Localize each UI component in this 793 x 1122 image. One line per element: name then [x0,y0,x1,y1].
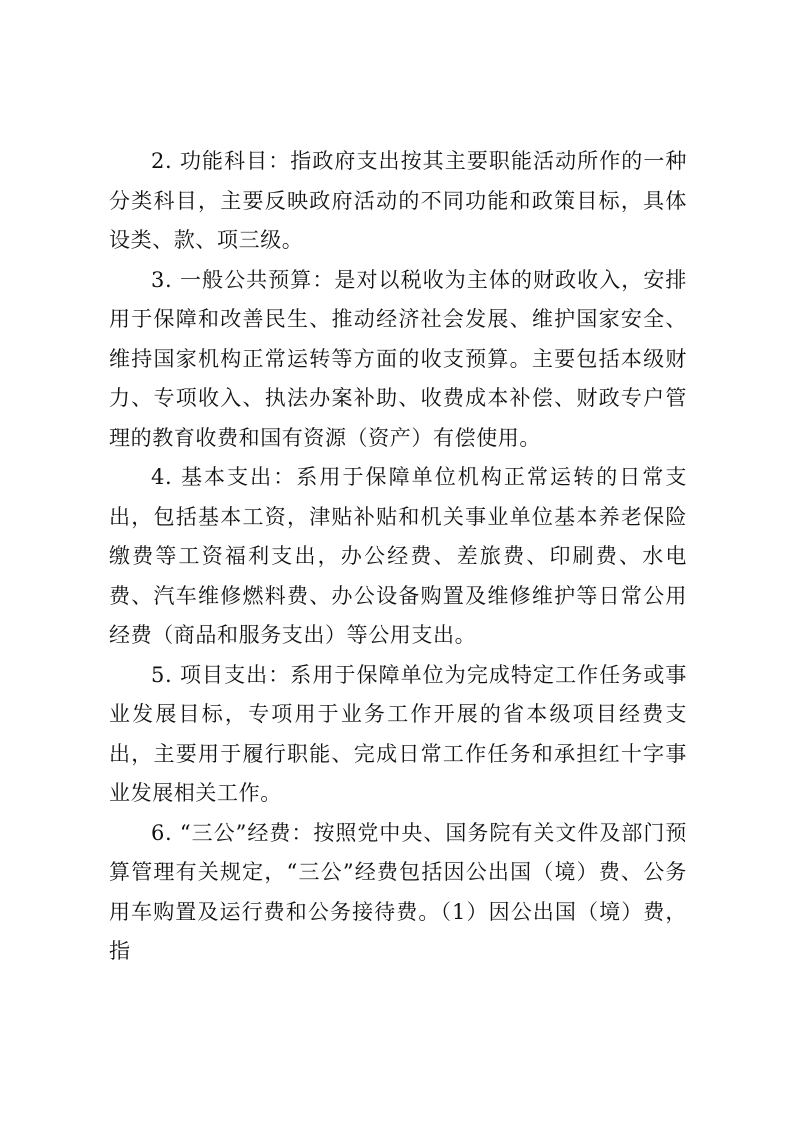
paragraph-basic-expenditure: 4. 基本支出：系用于保障单位机构正常运转的日常支出，包括基本工资，津贴补贴和机关事业单位基本养老保险缴费等工资福利支出，办公经费、差旅费、印刷费、水电费、汽车维修燃料费、办公设备购置及维修维护等日常公用经费（商品和服务支出）等公用支出。 [109,465,687,647]
paragraph-three-public-expenses: 6. “三公”经费：按照党中央、国务院有关文件及部门预算管理有关规定，“三公”经费包括因公出国（境）费、公务用车购置及运行费和公务接待费。（1）因公出国（境）费，指 [109,820,687,963]
paragraph-functional-subject: 2. 功能科目：指政府支出按其主要职能活动所作的一种分类科目，主要反映政府活动的不同功能和政策目标，具体设类、款、项三级。 [109,149,687,252]
paragraph-project-expenditure: 5. 项目支出：系用于保障单位为完成特定工作任务或事业发展目标，专项用于业务工作开展的省本级项目经费支出，主要用于履行职能、完成日常工作任务和承担红十字事业发展相关工作。 [109,662,687,805]
document-body [109,142,687,972]
paragraph-general-public-budget: 3. 一般公共预算：是对以税收为主体的财政收入，安排用于保障和改善民生、推动经济社会发展、维护国家安全、维持国家机构正常运转等方面的收支预算。主要包括本级财力、专项收入、执法办案补助、收费成本补偿、财政专户管理的教育收费和国有资源（资产）有偿使用。 [109,267,687,450]
